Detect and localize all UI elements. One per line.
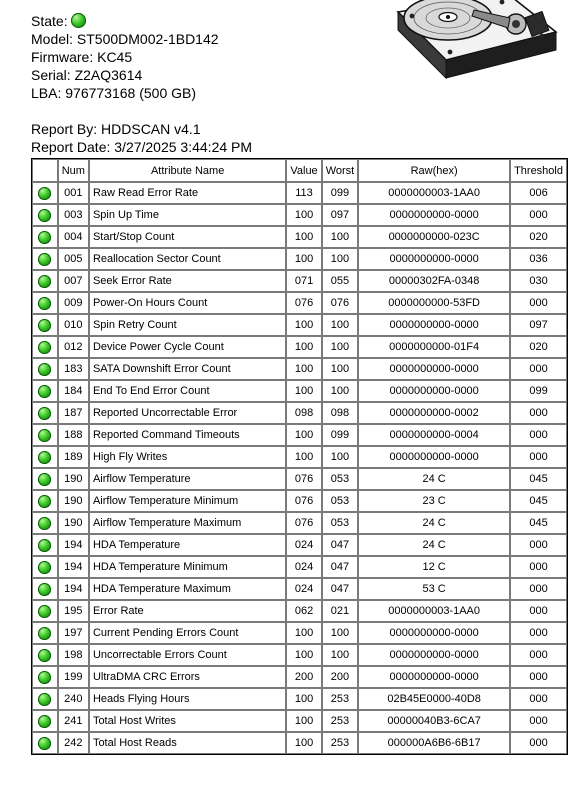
status-cell [32,424,58,446]
attribute-name: End To End Error Count [89,380,286,402]
attribute-value: 100 [286,732,321,754]
attribute-worst: 055 [322,270,359,292]
attribute-worst: 053 [322,490,359,512]
status-cell [32,446,58,468]
lba-line: LBA: 976773168 (500 GB) [31,85,197,101]
header-value: Value [286,159,321,182]
table-row [32,358,567,380]
status-cell [32,534,58,556]
attribute-name: Reallocation Sector Count [89,248,286,270]
attribute-worst: 100 [322,248,359,270]
attribute-num: 199 [58,666,89,688]
attribute-value: 024 [286,556,321,578]
attribute-raw: 0000000000-0002 [358,402,510,424]
table-row [32,380,567,402]
status-cell [32,182,58,204]
attribute-worst: 097 [322,204,359,226]
attribute-worst: 253 [322,732,359,754]
table-row [32,424,567,446]
attribute-threshold: 036 [510,248,567,270]
status-ok-icon [38,627,51,640]
status-ok-icon [38,715,51,728]
status-cell [32,336,58,358]
table-row [32,270,567,292]
attribute-threshold: 000 [510,644,567,666]
attribute-raw: 02B45E0000-40D8 [358,688,510,710]
attribute-name: HDA Temperature Minimum [89,556,286,578]
header-threshold: Threshold [510,159,567,182]
status-cell [32,468,58,490]
attribute-raw: 0000000003-1AA0 [358,600,510,622]
attribute-worst: 076 [322,292,359,314]
attribute-name: Device Power Cycle Count [89,336,286,358]
header-raw: Raw(hex) [358,159,510,182]
attribute-num: 188 [58,424,89,446]
attribute-raw: 0000000000-0000 [358,446,510,468]
attribute-worst: 253 [322,688,359,710]
attribute-threshold: 000 [510,402,567,424]
attribute-num: 005 [58,248,89,270]
table-row [32,578,567,600]
attribute-threshold: 000 [510,666,567,688]
status-cell [32,666,58,688]
attribute-value: 071 [286,270,321,292]
table-row [32,402,567,424]
attribute-num: 241 [58,710,89,732]
attribute-num: 198 [58,644,89,666]
header-attribute-name: Attribute Name [89,159,286,182]
attribute-name: Total Host Reads [89,732,286,754]
attribute-num: 183 [58,358,89,380]
attribute-raw: 0000000000-0000 [358,314,510,336]
attribute-raw: 0000000000-01F4 [358,336,510,358]
table-row [32,446,567,468]
attribute-num: 197 [58,622,89,644]
status-cell [32,226,58,248]
table-header-row [32,159,567,182]
attribute-num: 189 [58,446,89,468]
report-header [31,12,252,156]
serial-line: Serial: Z2AQ3614 [31,67,143,83]
table-row [32,688,567,710]
attribute-num: 007 [58,270,89,292]
attribute-raw: 0000000000-0000 [358,666,510,688]
attribute-worst: 100 [322,380,359,402]
attribute-worst: 047 [322,534,359,556]
attribute-name: Total Host Writes [89,710,286,732]
attribute-threshold: 000 [510,358,567,380]
status-cell [32,292,58,314]
attribute-name: Uncorrectable Errors Count [89,644,286,666]
attribute-worst: 100 [322,226,359,248]
attribute-value: 100 [286,204,321,226]
attribute-threshold: 000 [510,446,567,468]
status-cell [32,732,58,754]
header-num: Num [58,159,89,182]
attribute-value: 113 [286,182,321,204]
attribute-worst: 021 [322,600,359,622]
table-row [32,490,567,512]
attribute-worst: 200 [322,666,359,688]
attribute-threshold: 030 [510,270,567,292]
status-cell [32,402,58,424]
status-ok-icon [38,605,51,618]
status-ok-icon [71,13,86,28]
status-cell [32,490,58,512]
attribute-worst: 047 [322,556,359,578]
attribute-threshold: 000 [510,578,567,600]
attribute-name: Start/Stop Count [89,226,286,248]
attribute-threshold: 000 [510,710,567,732]
attribute-value: 100 [286,644,321,666]
attribute-value: 100 [286,622,321,644]
attribute-value: 024 [286,578,321,600]
attribute-name: Spin Retry Count [89,314,286,336]
attribute-raw: 24 C [358,512,510,534]
table-row [32,314,567,336]
attribute-threshold: 045 [510,490,567,512]
table-row [32,226,567,248]
attribute-value: 076 [286,512,321,534]
attribute-name: High Fly Writes [89,446,286,468]
attribute-threshold: 045 [510,468,567,490]
attribute-worst: 100 [322,314,359,336]
status-ok-icon [38,517,51,530]
attribute-name: Heads Flying Hours [89,688,286,710]
status-ok-icon [38,451,51,464]
status-cell [32,622,58,644]
status-ok-icon [38,275,51,288]
attribute-value: 100 [286,248,321,270]
status-ok-icon [38,583,51,596]
attribute-value: 100 [286,710,321,732]
status-ok-icon [38,319,51,332]
attribute-worst: 098 [322,402,359,424]
status-ok-icon [38,187,51,200]
attribute-value: 100 [286,688,321,710]
attribute-num: 240 [58,688,89,710]
attribute-num: 187 [58,402,89,424]
status-ok-icon [38,341,51,354]
attribute-threshold: 020 [510,226,567,248]
table-row [32,556,567,578]
state-label: State: [31,13,68,29]
attribute-num: 010 [58,314,89,336]
attribute-threshold: 000 [510,556,567,578]
attribute-raw: 0000000000-023C [358,226,510,248]
table-row [32,292,567,314]
attribute-threshold: 097 [510,314,567,336]
attribute-num: 009 [58,292,89,314]
status-cell [32,710,58,732]
table-row [32,336,567,358]
report-date-line: Report Date: 3/27/2025 3:44:24 PM [31,139,253,155]
attribute-num: 001 [58,182,89,204]
attribute-raw: 24 C [358,468,510,490]
attribute-raw: 12 C [358,556,510,578]
attribute-name: Power-On Hours Count [89,292,286,314]
attribute-raw: 000000A6B6-6B17 [358,732,510,754]
status-cell [32,512,58,534]
attribute-threshold: 000 [510,600,567,622]
attribute-worst: 100 [322,336,359,358]
attribute-worst: 253 [322,710,359,732]
table-row [32,644,567,666]
status-ok-icon [38,385,51,398]
attribute-raw: 00000040B3-6CA7 [358,710,510,732]
table-row [32,666,567,688]
attribute-name: HDA Temperature Maximum [89,578,286,600]
attribute-name: Airflow Temperature Minimum [89,490,286,512]
attribute-num: 184 [58,380,89,402]
status-ok-icon [38,231,51,244]
attribute-threshold: 000 [510,534,567,556]
status-ok-icon [38,473,51,486]
status-ok-icon [38,407,51,420]
status-cell [32,600,58,622]
attribute-worst: 099 [322,424,359,446]
table-row [32,534,567,556]
attribute-name: Reported Command Timeouts [89,424,286,446]
attribute-raw: 0000000000-0000 [358,380,510,402]
status-ok-icon [38,561,51,574]
attribute-raw: 0000000000-0000 [358,204,510,226]
model-line: Model: ST500DM002-1BD142 [31,31,219,47]
attribute-num: 004 [58,226,89,248]
status-cell [32,248,58,270]
status-ok-icon [38,539,51,552]
status-cell [32,314,58,336]
attribute-value: 100 [286,380,321,402]
status-ok-icon [38,253,51,266]
status-ok-icon [38,297,51,310]
table-row [32,248,567,270]
attribute-raw: 0000000000-0000 [358,358,510,380]
smart-attributes-table [31,158,568,755]
attribute-num: 195 [58,600,89,622]
attribute-threshold: 000 [510,424,567,446]
attribute-name: Spin Up Time [89,204,286,226]
attribute-num: 194 [58,556,89,578]
attribute-raw: 0000000000-0000 [358,622,510,644]
attribute-worst: 100 [322,358,359,380]
attribute-name: Airflow Temperature Maximum [89,512,286,534]
attribute-threshold: 020 [510,336,567,358]
attribute-num: 012 [58,336,89,358]
table-row [32,512,567,534]
status-cell [32,688,58,710]
attribute-name: Raw Read Error Rate [89,182,286,204]
attribute-num: 242 [58,732,89,754]
attribute-threshold: 000 [510,622,567,644]
attribute-value: 100 [286,336,321,358]
attribute-value: 076 [286,490,321,512]
attribute-value: 098 [286,402,321,424]
table-row [32,732,567,754]
attribute-value: 076 [286,292,321,314]
status-cell [32,644,58,666]
attribute-threshold: 099 [510,380,567,402]
attribute-raw: 53 C [358,578,510,600]
attribute-num: 190 [58,490,89,512]
attribute-name: UltraDMA CRC Errors [89,666,286,688]
table-row [32,182,567,204]
table-row [32,622,567,644]
header-worst: Worst [322,159,359,182]
attribute-name: Current Pending Errors Count [89,622,286,644]
attribute-value: 100 [286,424,321,446]
status-ok-icon [38,693,51,706]
attribute-threshold: 000 [510,732,567,754]
attribute-raw: 0000000000-0000 [358,644,510,666]
attribute-value: 076 [286,468,321,490]
status-ok-icon [38,737,51,750]
attribute-threshold: 000 [510,688,567,710]
state-line [31,12,252,30]
attribute-num: 003 [58,204,89,226]
hard-drive-icon [390,0,560,102]
attribute-threshold: 000 [510,204,567,226]
attribute-worst: 053 [322,468,359,490]
attribute-name: Reported Uncorrectable Error [89,402,286,424]
status-cell [32,204,58,226]
status-cell [32,270,58,292]
attribute-raw: 0000000000-53FD [358,292,510,314]
attribute-worst: 099 [322,182,359,204]
status-ok-icon [38,649,51,662]
table-row [32,600,567,622]
table-row [32,204,567,226]
attribute-raw: 00000302FA-0348 [358,270,510,292]
attribute-value: 200 [286,666,321,688]
header-status [32,159,58,182]
attribute-threshold: 000 [510,292,567,314]
attribute-num: 190 [58,468,89,490]
attribute-worst: 047 [322,578,359,600]
attribute-value: 100 [286,358,321,380]
attribute-raw: 0000000003-1AA0 [358,182,510,204]
attribute-threshold: 045 [510,512,567,534]
attribute-value: 024 [286,534,321,556]
attribute-value: 100 [286,446,321,468]
attribute-raw: 24 C [358,534,510,556]
attribute-raw: 0000000000-0004 [358,424,510,446]
status-cell [32,358,58,380]
attribute-value: 062 [286,600,321,622]
status-ok-icon [38,495,51,508]
status-ok-icon [38,363,51,376]
attribute-raw: 0000000000-0000 [358,248,510,270]
attribute-worst: 053 [322,512,359,534]
status-cell [32,578,58,600]
status-ok-icon [38,209,51,222]
status-ok-icon [38,671,51,684]
attribute-value: 100 [286,314,321,336]
attribute-threshold: 006 [510,182,567,204]
attribute-raw: 23 C [358,490,510,512]
attribute-num: 194 [58,578,89,600]
attribute-num: 194 [58,534,89,556]
attribute-value: 100 [286,226,321,248]
attribute-num: 190 [58,512,89,534]
attribute-name: HDA Temperature [89,534,286,556]
firmware-line: Firmware: KC45 [31,49,133,65]
attribute-worst: 100 [322,446,359,468]
table-row [32,468,567,490]
status-ok-icon [38,429,51,442]
status-cell [32,556,58,578]
attribute-name: Seek Error Rate [89,270,286,292]
attribute-worst: 100 [322,644,359,666]
attribute-worst: 100 [322,622,359,644]
attribute-name: Error Rate [89,600,286,622]
status-cell [32,380,58,402]
report-by-line: Report By: HDDSCAN v4.1 [31,121,201,137]
attribute-name: SATA Downshift Error Count [89,358,286,380]
table-row [32,710,567,732]
attribute-name: Airflow Temperature [89,468,286,490]
